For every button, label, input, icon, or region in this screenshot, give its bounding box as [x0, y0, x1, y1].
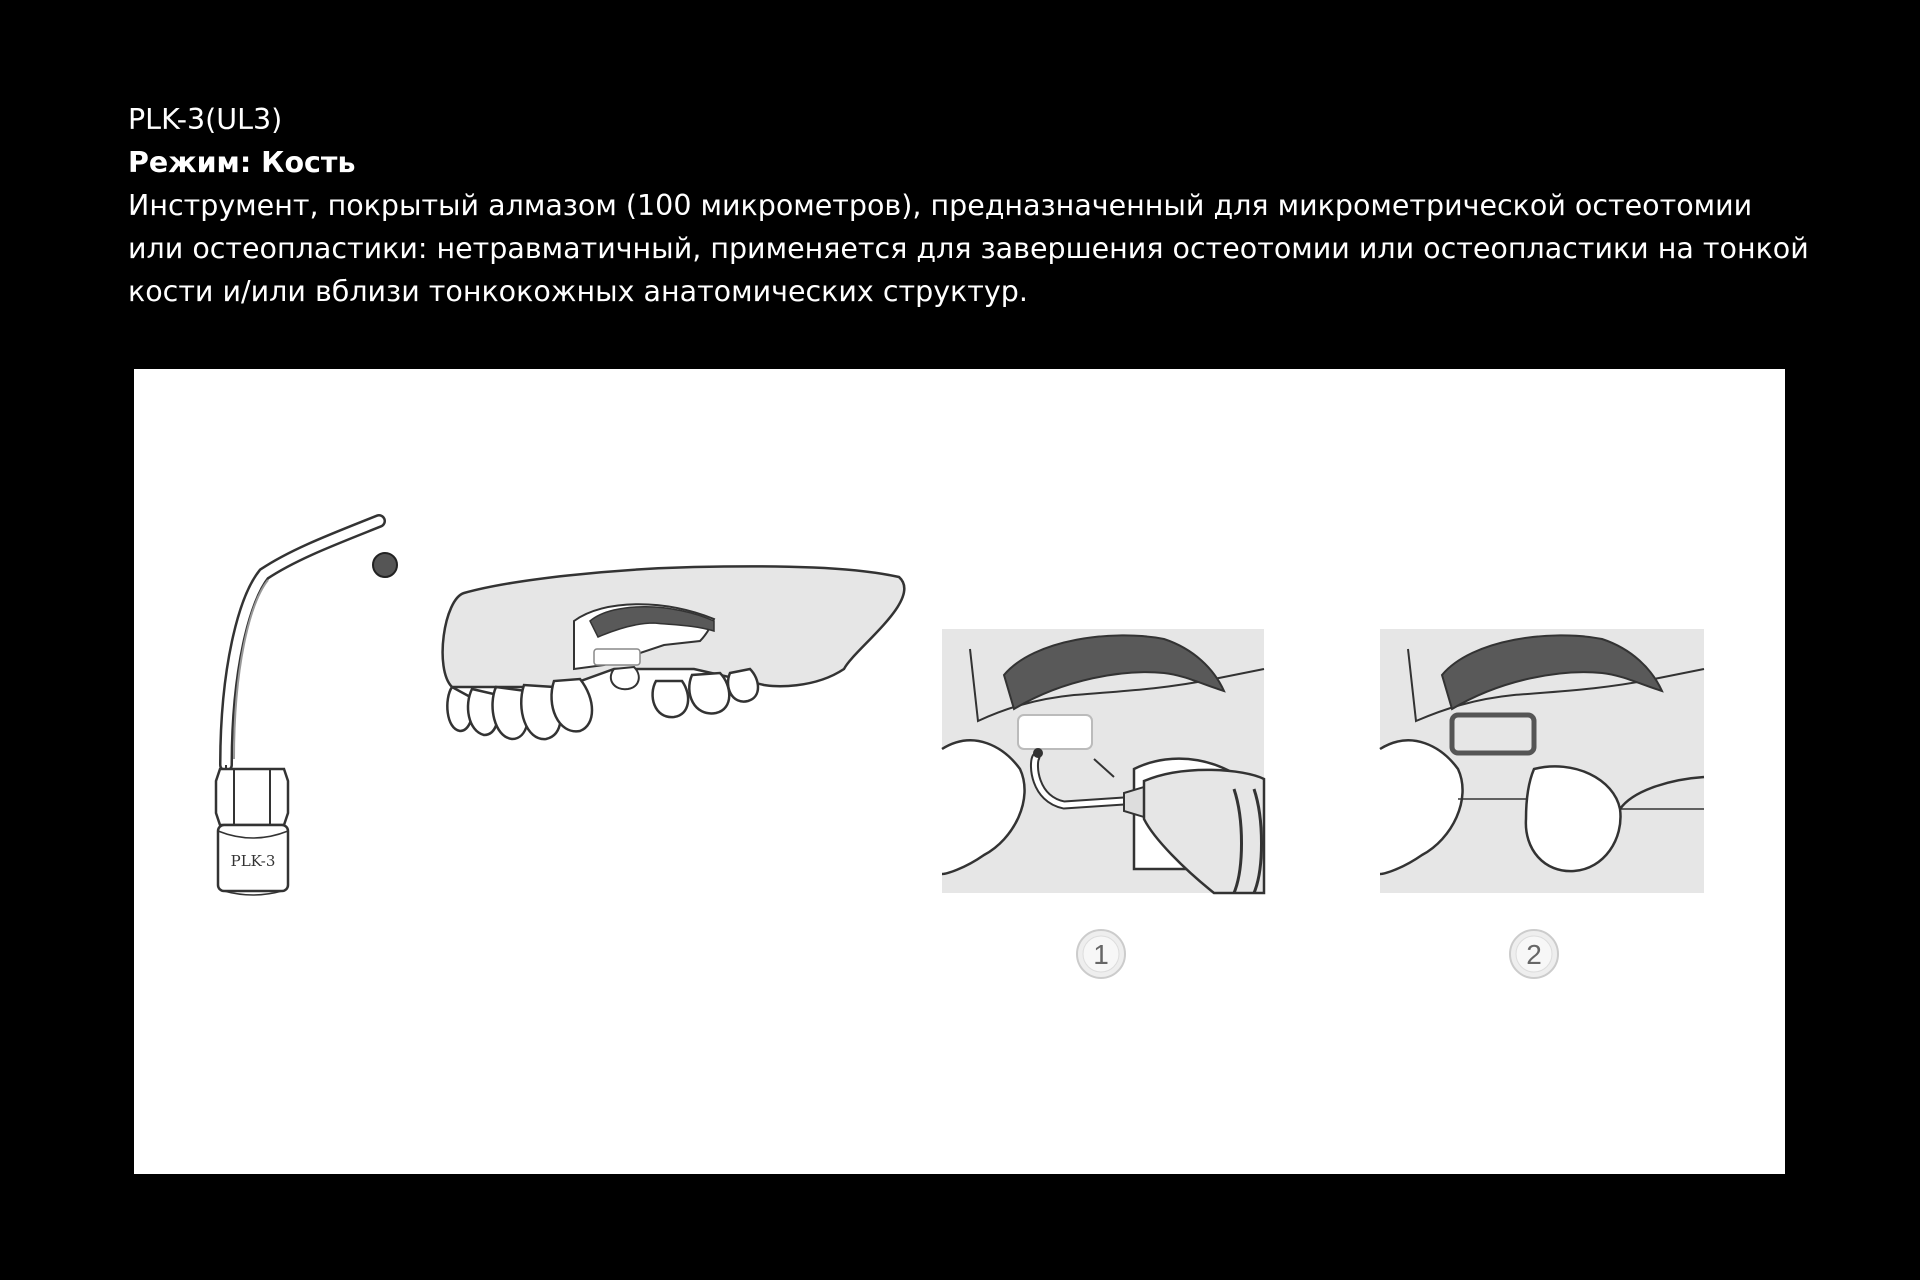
step2-badge	[1510, 930, 1558, 978]
plk3-tip-icon	[226, 521, 379, 765]
description-line-2: или остеопластики: нетравматичный, применяется для завершения остеотомии или остеопластики на тонкой	[128, 232, 1809, 265]
description-line-1: Инструмент, покрытый алмазом (100 микрометров), предназначенный для микрометрической остеотомии	[128, 189, 1753, 222]
instrument-code: PLK-3(UL3)	[128, 103, 283, 136]
illustration-panel	[134, 369, 1785, 1174]
description-block	[128, 98, 1828, 313]
step1-illustration	[942, 629, 1264, 893]
tip-body	[216, 765, 288, 895]
instrument-mode: Режим: Кость	[128, 146, 356, 179]
step2-illustration	[1380, 629, 1704, 893]
step1-badge	[1077, 930, 1125, 978]
description-line-3: кости и/или вблизи тонкокожных анатомических структур.	[128, 275, 1028, 308]
step2-label: 2	[1526, 939, 1542, 970]
tip-label: PLK-3	[230, 852, 276, 870]
jaw-overview	[443, 566, 905, 739]
step1-label: 1	[1093, 939, 1109, 970]
illustration-svg	[134, 369, 1785, 1174]
tip-ball	[373, 553, 397, 577]
